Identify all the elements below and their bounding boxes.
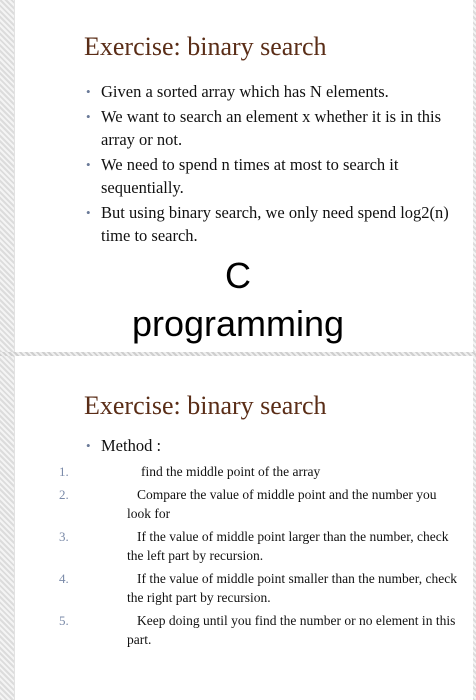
step-item (0, 569, 476, 607)
bullet-item (86, 80, 466, 103)
step-text: If the value of middle point larger than the number, check the left part by recursion. (127, 529, 449, 563)
step-text: Keep doing until you find the number or no element in this part. (127, 613, 456, 647)
step-number: 5. (59, 613, 69, 628)
step-list (0, 462, 476, 653)
slide-bottom (0, 356, 476, 700)
bullet-icon: • (86, 205, 91, 220)
step-number: 3. (59, 529, 69, 544)
bullet-text: We want to search an element x whether it is in this array or not. (101, 107, 442, 149)
step-text: If the value of middle point smaller than the number, check the right part by recursion. (127, 571, 457, 605)
overlay-heading-c: C (225, 255, 251, 296)
method-label: Method : (101, 436, 162, 455)
step-text: find the middle point of the array (141, 464, 321, 479)
bullet-icon: • (86, 438, 91, 453)
step-item (0, 611, 476, 649)
step-number: 4. (59, 571, 69, 586)
overlay-heading-programming: programming (131, 303, 345, 344)
slide-left-border (0, 0, 15, 352)
bullet-item (86, 201, 466, 247)
bullet-icon: • (86, 109, 91, 124)
step-item (0, 527, 476, 565)
bullet-text: Given a sorted array which has N elements. (101, 82, 389, 101)
method-bullet (86, 435, 161, 457)
bullet-item (86, 153, 466, 199)
step-item (0, 462, 476, 481)
step-number: 1. (59, 464, 69, 479)
slide-title: Exercise: binary search (84, 391, 327, 420)
step-text: Compare the value of middle point and the number you look for (127, 487, 437, 521)
slide-title: Exercise: binary search (84, 32, 327, 61)
bullet-item (86, 105, 466, 151)
bullet-text: But using binary search, we only need spend log2(n) time to search. (101, 203, 449, 245)
bullet-icon: • (86, 157, 91, 172)
bullet-icon: • (86, 84, 91, 99)
bullet-text: We need to spend n times at most to search it sequentially. (101, 155, 399, 197)
step-item (0, 485, 476, 523)
bullet-list (86, 80, 466, 249)
step-number: 2. (59, 487, 69, 502)
